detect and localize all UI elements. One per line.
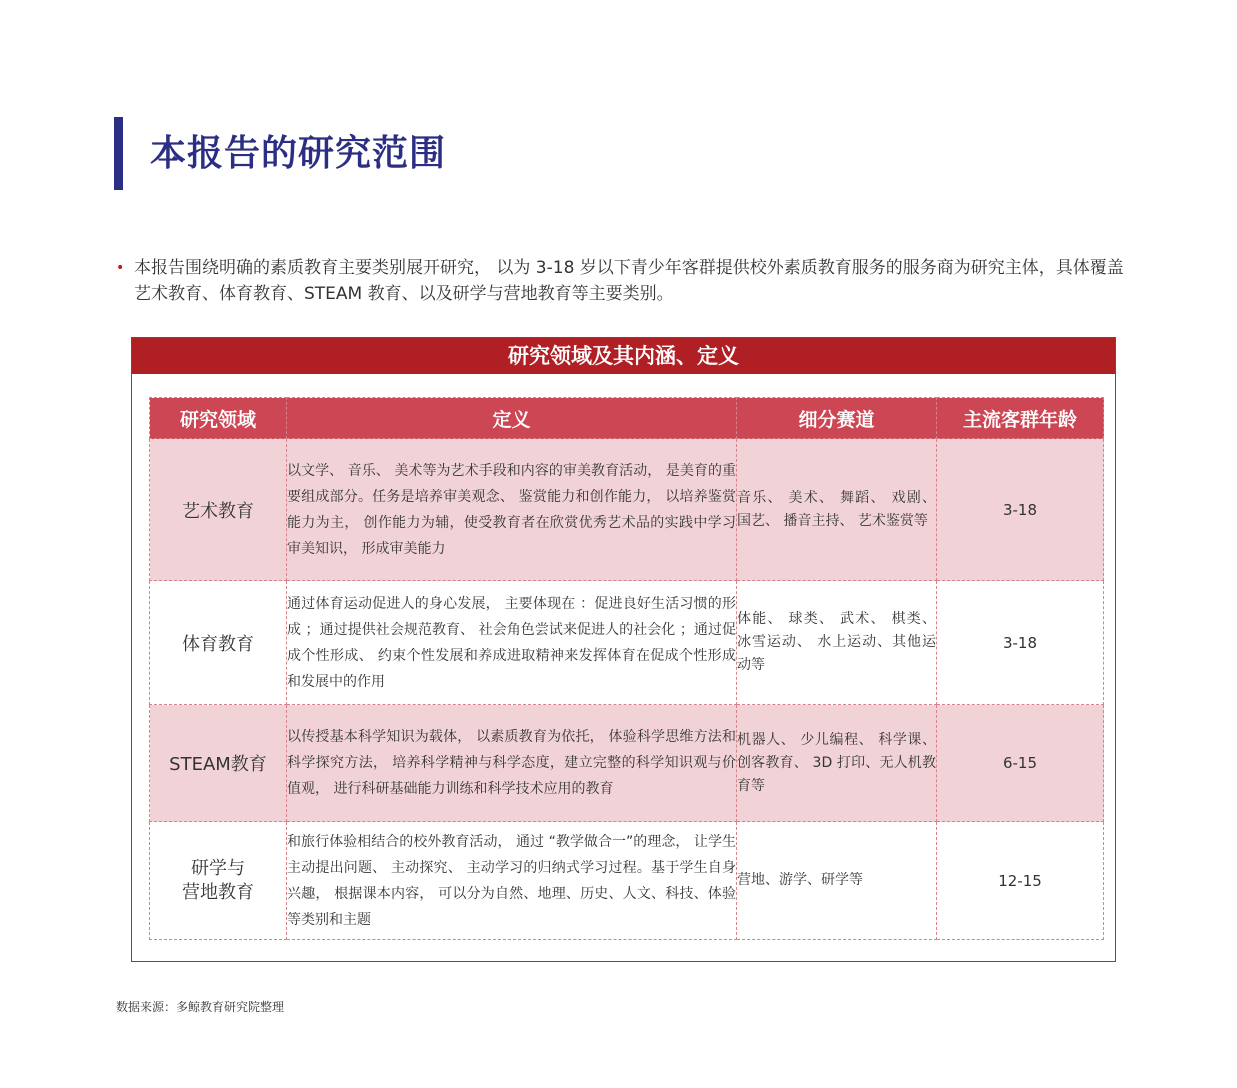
row-segments: 营地、游学、研学等	[737, 822, 937, 940]
intro-paragraph	[116, 255, 1126, 307]
row-segments: 体能、 球类、 武术、 棋类、 冰雪运动、 水上运动、其他运动等	[737, 581, 937, 705]
row-field: STEAM教育	[150, 705, 287, 822]
row-age: 3-18	[937, 581, 1104, 705]
column-header-segments: 细分赛道	[737, 398, 937, 439]
row-segments: 音乐、 美术、 舞蹈、 戏剧、 国艺、 播音主持、 艺术鉴赏等	[737, 439, 937, 581]
data-source-note: 数据来源：多鲸教育研究院整理	[116, 1000, 285, 1014]
row-field: 体育教育	[150, 581, 287, 705]
table-row	[150, 822, 1104, 940]
row-age: 6-15	[937, 705, 1104, 822]
table-row	[150, 439, 1104, 581]
row-age: 3-18	[937, 439, 1104, 581]
column-header-definition: 定义	[287, 398, 737, 439]
row-definition: 以传授基本科学知识为载体， 以素质教育为依托， 体验科学思维方法和科学探究方法， 培养科学精神与科学态度，建立完整的科学知识观与价值观， 进行科研基础能力训练和科学技术应用的教育	[287, 705, 737, 822]
intro-text: 本报告围绕明确的素质教育主要类别展开研究， 以为 3-18 岁以下青少年客群提供校外素质教育服务的服务商为研究主体，具体覆盖艺术教育、体育教育、STEAM 教育、以及研学与营地教育等主要类别。	[134, 258, 1124, 304]
row-field: 艺术教育	[150, 439, 287, 581]
table-row	[150, 581, 1104, 705]
card-heading: 研究领域及其内涵、定义	[132, 338, 1115, 374]
column-header-field: 研究领域	[150, 398, 287, 439]
table-header-row	[150, 398, 1104, 439]
row-segments: 机器人、 少儿编程、 科学课、 创客教育、 3D 打印、无人机教育等	[737, 705, 937, 822]
row-definition: 和旅行体验相结合的校外教育活动， 通过 “教学做合一”的理念， 让学生主动提出问题、 主动探究、 主动学习的归纳式学习过程。基于学生自身兴趣， 根据课本内容， 可以分为自然、地理、历史、人文、科技、体验等类别和主题	[287, 822, 737, 940]
row-field: 研学与 营地教育	[150, 822, 287, 940]
research-scope-card	[131, 337, 1116, 962]
row-age: 12-15	[937, 822, 1104, 940]
row-definition: 通过体育运动促进人的身心发展， 主要体现在 ：促进良好生活习惯的形成 ；通过提供社会规范教育、 社会角色尝试来促进人的社会化 ；通过促成个性形成、 约束个性发展和养成进取精神来发挥体育在促成个性形成和发展中的作用	[287, 581, 737, 705]
page-title: 本报告的研究范围	[150, 133, 447, 174]
column-header-age: 主流客群年龄	[937, 398, 1104, 439]
research-table	[149, 397, 1104, 940]
row-definition: 以文学、 音乐、 美术等为艺术手段和内容的审美教育活动， 是美育的重要组成部分。任务是培养审美观念、 鉴赏能力和创作能力， 以培养鉴赏能力为主， 创作能力为辅，使受教育者在欣赏优秀艺术品的实践中学习审美知识， 形成审美能力	[287, 439, 737, 581]
title-accent-bar	[114, 117, 123, 190]
bullet-icon: •	[116, 260, 125, 276]
table-row	[150, 705, 1104, 822]
